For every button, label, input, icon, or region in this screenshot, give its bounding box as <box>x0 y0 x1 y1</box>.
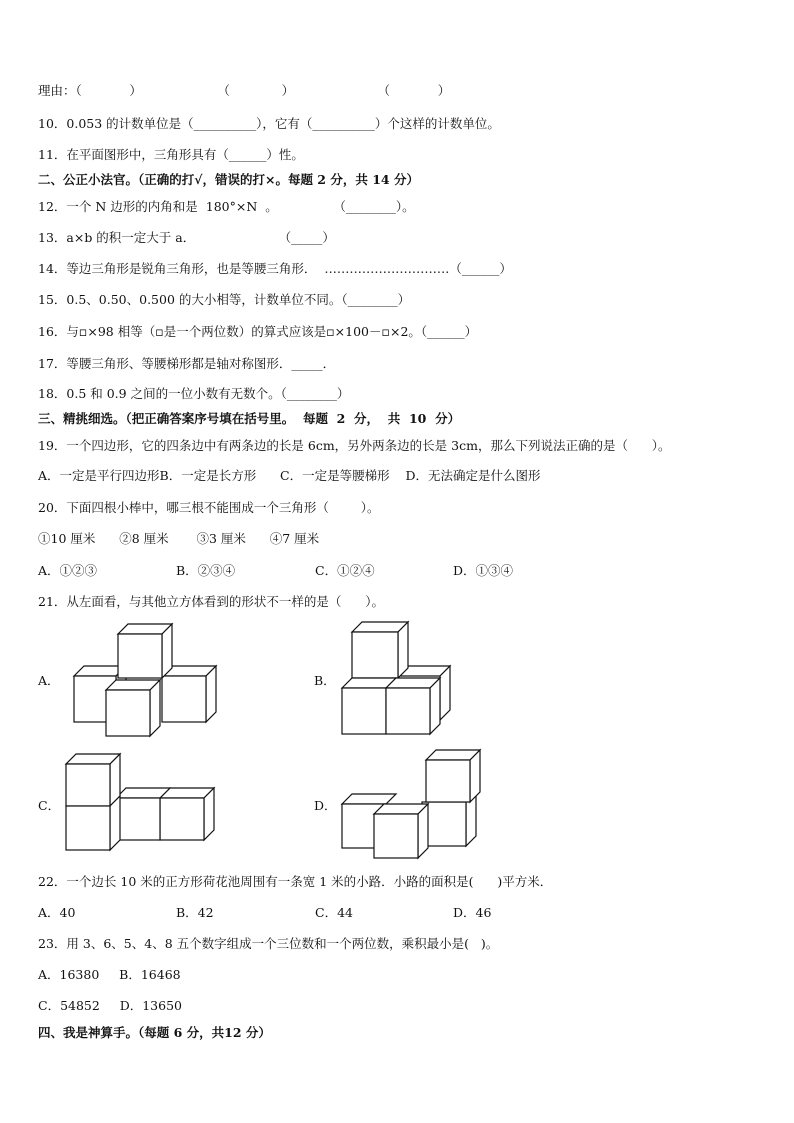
cube-left-top <box>66 754 120 806</box>
question-11: 11．在平面图形中，三角形具有（______）性。 <box>38 147 304 162</box>
cube-right-top <box>426 750 480 802</box>
question-13: 13．a×b 的积一定大于 a． （_____） <box>38 230 335 245</box>
cube-back-right <box>162 666 216 722</box>
question-21: 21．从左面看，与其他立方体看到的形状不一样的是（ ）。 <box>38 594 384 609</box>
question-23-options-row2: C．54852 D．13650 <box>38 998 182 1013</box>
question-22-option-a: A．40 <box>38 905 76 920</box>
question-20-option-b: B．②③④ <box>176 563 236 578</box>
figure-c-label: C． <box>38 798 61 813</box>
question-20-option-c: C．①②④ <box>315 563 375 578</box>
figure-d-label: D． <box>314 798 337 813</box>
question-10: 10．0.053 的计数单位是（__________），它有（__________）个这样的计数单位。 <box>38 116 500 131</box>
question-22-option-b: B．42 <box>176 905 214 920</box>
question-12: 12．一个 N 边形的内角和是 180°×N 。 （________）。 <box>38 199 415 214</box>
question-20-sticks: ①10 厘米 ②8 厘米 ③3 厘米 ④7 厘米 <box>38 531 320 546</box>
question-22-option-d: D．46 <box>453 905 492 920</box>
question-19-options: A．一定是平行四边形B．一定是长方形 C．一定是等腰梯形 D．无法确定是什么图形 <box>38 468 541 483</box>
cube-top <box>118 624 172 678</box>
section-3-heading: 三、精挑细选。（把正确答案序号填在括号里。 每题 2 分， 共 10 分） <box>38 411 461 426</box>
figure-b-cubes <box>338 618 458 738</box>
cube-front <box>106 680 160 736</box>
question-22: 22．一个边长 10 米的正方形荷花池周围有一条宽 1 米的小路．小路的面积是( )平方米． <box>38 874 553 889</box>
section-4-heading: 四、我是神算手。（每题 6 分，共12 分） <box>38 1025 271 1040</box>
question-22-option-c: C．44 <box>315 905 353 920</box>
cube-top <box>352 622 408 678</box>
question-15: 15．0.5、0.50、0.500 的大小相等，计数单位不同。（________） <box>38 292 411 307</box>
cube-right <box>160 788 214 840</box>
question-20: 20．下面四根小棒中，哪三根不能围成一个三角形（ ）。 <box>38 500 380 515</box>
cube-front-right <box>386 678 440 734</box>
figure-a-label: A． <box>38 673 60 688</box>
figure-c-cubes <box>62 752 222 854</box>
question-19: 19．一个四边形，它的四条边中有两条边的长是 6cm，另外两条边的长是 3cm，那么下列说法正确的是（ ）。 <box>38 438 671 453</box>
cube-front <box>374 804 428 858</box>
figure-b-label: B． <box>314 673 336 688</box>
figure-d-cubes <box>338 746 488 860</box>
figure-a-cubes <box>68 618 228 740</box>
question-20-option-d: D．①③④ <box>453 563 514 578</box>
question-23: 23．用 3、6、5、4、8 五个数字组成一个三位数和一个两位数，乘积最小是( )。 <box>38 936 499 951</box>
reason-line: 理由：（ ） （ ） （ ） <box>38 83 451 98</box>
question-23-options-row1: A．16380 B．16468 <box>38 967 181 982</box>
question-17: 17．等腰三角形、等腰梯形都是轴对称图形．_____． <box>38 356 336 371</box>
question-20-option-a: A．①②③ <box>38 563 98 578</box>
section-2-heading: 二、公正小法官。（正确的打√，错误的打×。每题 2 分，共 14 分） <box>38 172 419 187</box>
question-14: 14．等边三角形是锐角三角形，也是等腰三角形． …………………………（______） <box>38 261 512 276</box>
question-16: 16．与▫×98 相等（▫是一个两位数）的算式应该是▫×100－▫×2。（______） <box>38 324 478 339</box>
question-18: 18．0.5 和 0.9 之间的一位小数有无数个。（________） <box>38 386 350 401</box>
